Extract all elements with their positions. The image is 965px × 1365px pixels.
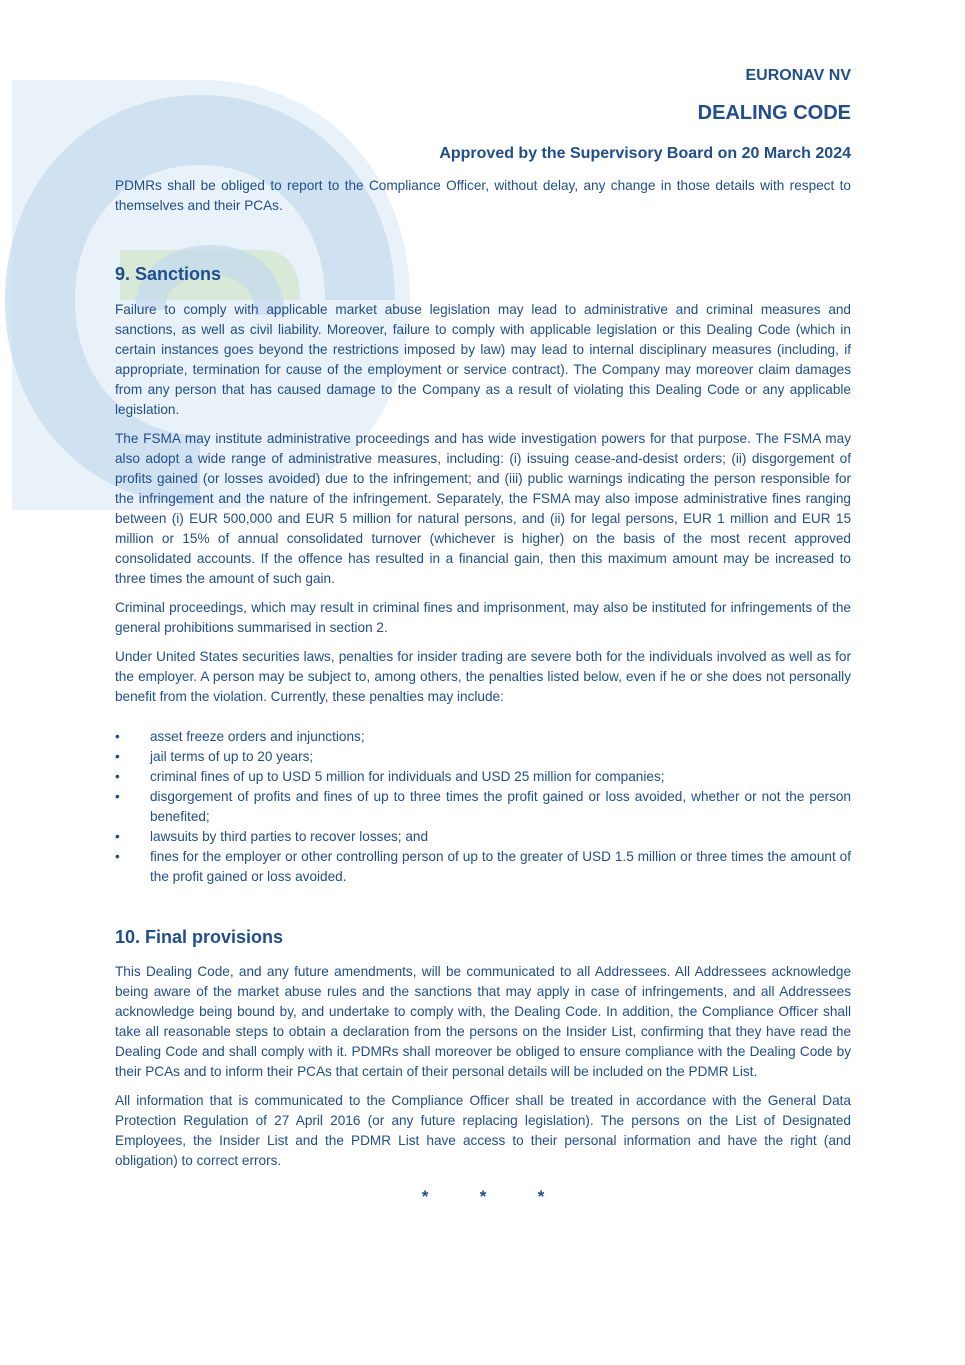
list-item: • disgorgement of profits and fines of up to three times the profit gained or loss avoided, whether or not the person benefited; bbox=[115, 789, 851, 824]
header-approved: Approved by the Supervisory Board on 20 March 2024 bbox=[439, 145, 851, 162]
closing-stars bbox=[115, 1187, 851, 1207]
section-10-paragraph-2: All information that is communicated to the Compliance Officer shall be treated in accordance with the General Data Protection Regulation of 27 April 2016 (or any future replacing legislation). The persons on the List of Designated Employees, the Insider List and the PDMR List have access to their personal information and have the right (and obligation) to correct errors. bbox=[115, 1093, 851, 1168]
bullet-icon: • bbox=[115, 769, 120, 784]
header-title: DEALING CODE bbox=[697, 102, 851, 124]
header-company: EURONAV NV bbox=[745, 67, 851, 84]
section-9-paragraph-1: Failure to comply with applicable market abuse legislation may lead to administrative and criminal measures and sanctions, as well as civil liability. Moreover, failure to comply with applicable legislation or this Dealing Code (which in certain instances goes beyond the restrictions imposed by law) may lead to internal disciplinary measures (including, if appropriate, termination for cause of the employment or service contract). The Company may moreover claim damages from any person that has caused damage to the Company as a result of violating this Dealing Code or any applicable legislation. bbox=[115, 302, 851, 417]
document-body bbox=[115, 176, 851, 1207]
list-item: • fines for the employer or other controlling person of up to the greater of USD 1.5 million or three times the amount of the profit gained or loss avoided. bbox=[115, 849, 851, 884]
bullet-icon: • bbox=[115, 829, 120, 844]
star-glyph: * bbox=[421, 1187, 429, 1206]
section-9-paragraph-2: The FSMA may institute administrative proceedings and has wide investigation powers for that purpose. The FSMA may also adopt a wide range of administrative measures, including: (i) issuing cease-and-desist orders; (ii) disgorgement of profits gained (or losses avoided) due to the infringement; and (iii) public warnings indicating the person responsible for the infringement and the nature of the infringement. Separately, the FSMA may also impose administrative fines ranging between (i) EUR 500,000 and EUR 5 million for natural persons, and (ii) for legal persons, EUR 1 million and EUR 15 million or 15% of annual consolidated turnover (whichever is higher) on the basis of the most recent approved consolidated accounts. If the offence has resulted in a financial gain, then this maximum amount may be increased to three times the amount of such gain. bbox=[115, 431, 851, 586]
section-10-paragraph-1: This Dealing Code, and any future amendments, will be communicated to all Addressees. All Addressees acknowledge being aware of the market abuse rules and the sanctions that may apply in case of infringements, and all Addressees acknowledge being bound by, and undertake to comply with, the Dealing Code. In addition, the Compliance Officer shall take all reasonable steps to obtain a declaration from the persons on the Insider List, confirming that they have read the Dealing Code and shall comply with it. PDMRs shall moreover be obliged to ensure compliance with the Dealing Code by their PCAs and to inform their PCAs that certain of their personal details will be included on the PDMR List. bbox=[115, 964, 851, 1079]
section-9-heading: 9. Sanctions bbox=[115, 264, 222, 284]
list-item: • lawsuits by third parties to recover losses; and bbox=[115, 827, 851, 847]
section-9-paragraph-4: Under United States securities laws, penalties for insider trading are severe both for the individuals involved as well as for the employer. A person may be subject to, among others, the penalties listed below, even if he or she does not personally benefit from the violation. Currently, these penalties may include: bbox=[115, 649, 851, 704]
bullet-icon: • bbox=[115, 789, 120, 804]
star-glyph: * bbox=[537, 1187, 545, 1206]
list-item: • jail terms of up to 20 years; bbox=[115, 747, 851, 767]
bullet-icon: • bbox=[115, 849, 120, 864]
section-10-heading: 10. Final provisions bbox=[115, 927, 284, 947]
list-item: • asset freeze orders and injunctions; bbox=[115, 727, 851, 747]
bullet-icon: • bbox=[115, 749, 120, 764]
list-item: • criminal fines of up to USD 5 million for individuals and USD 25 million for companies; bbox=[115, 767, 851, 787]
star-glyph: * bbox=[479, 1187, 487, 1206]
penalties-list bbox=[115, 727, 851, 887]
intro-paragraph: PDMRs shall be obliged to report to the Compliance Officer, without delay, any change in those details with respect to themselves and their PCAs. bbox=[115, 178, 851, 213]
section-9-paragraph-3: Criminal proceedings, which may result in criminal fines and imprisonment, may also be instituted for infringements of the general prohibitions summarised in section 2. bbox=[115, 600, 851, 635]
bullet-icon: • bbox=[115, 729, 120, 744]
